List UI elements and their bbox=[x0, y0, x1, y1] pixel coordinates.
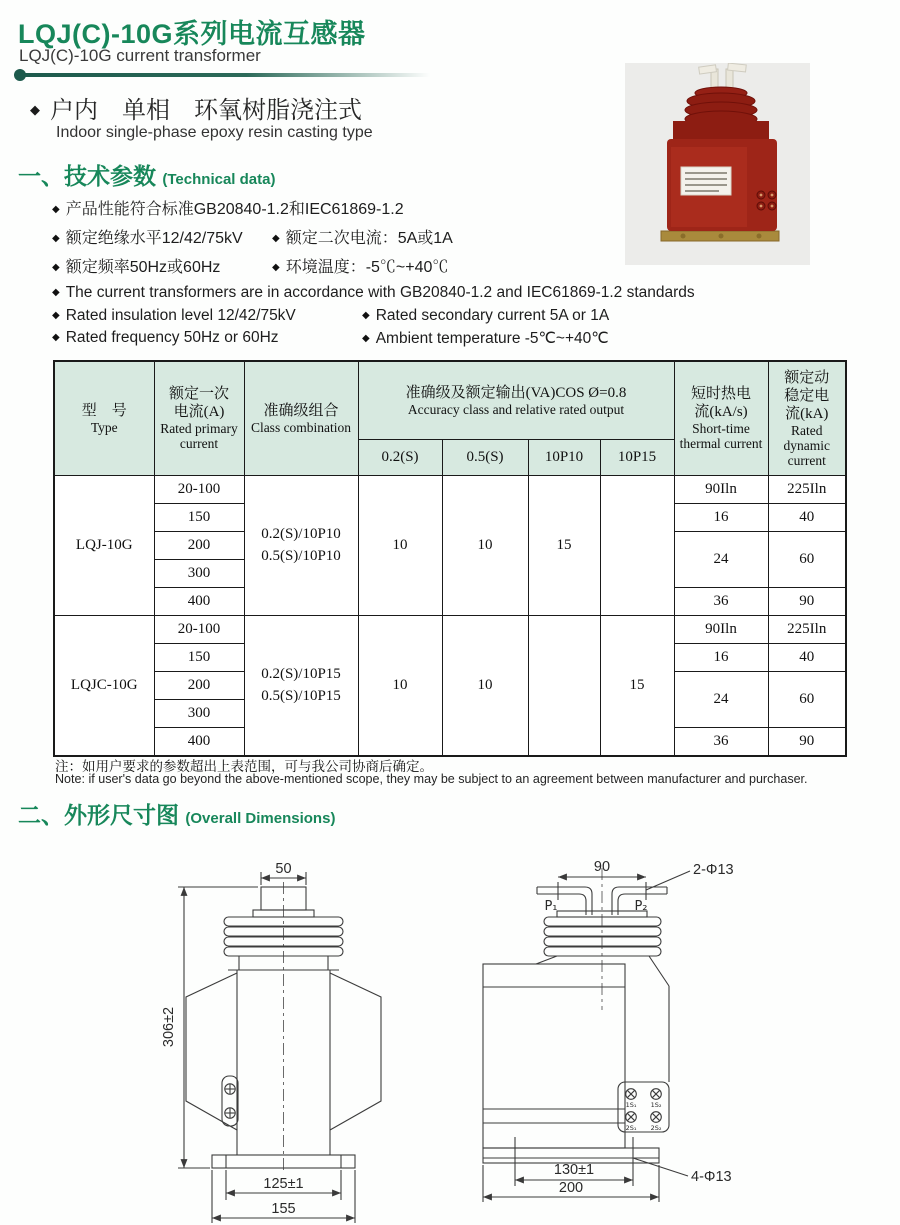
feature-line-en: Indoor single-phase epoxy resin casting type bbox=[56, 124, 373, 141]
subcol-02s: 0.2(S) bbox=[358, 439, 442, 475]
table-cell: 15 bbox=[600, 615, 674, 756]
bullet-frequency-zh: ◆ 额定频率50Hz或60Hz bbox=[52, 259, 221, 276]
left-dim-lines bbox=[178, 872, 355, 1223]
table-cell: 200 bbox=[154, 671, 244, 699]
table-cell: 10 bbox=[442, 475, 528, 615]
section2-heading bbox=[18, 797, 335, 830]
label-p2: P₂ bbox=[634, 899, 648, 914]
col-header-type: 型 号 Type bbox=[54, 361, 154, 475]
table-cell: 24 bbox=[674, 671, 768, 727]
bullet-frequency-en: ◆ Rated frequency 50Hz or 60Hz bbox=[52, 329, 279, 346]
feature-text-zh: 户内 单相 环氧树脂浇注式 bbox=[50, 97, 362, 124]
table-cell bbox=[528, 615, 600, 756]
spec-table bbox=[53, 360, 847, 757]
col-header-dynamic-current: 额定动 稳定电 流(kA) Rated dynamic current bbox=[768, 361, 846, 475]
subcol-10p10: 10P10 bbox=[528, 439, 600, 475]
bullet-insulation-zh: ◆ 额定绝缘水平12/42/75kV bbox=[52, 230, 243, 247]
table-cell: 16 bbox=[674, 503, 768, 531]
dimension-drawings bbox=[0, 840, 900, 1225]
subcol-10p15: 10P15 bbox=[600, 439, 674, 475]
note-zh: 注：如用户要求的参数超出上表范围，可与我公司协商后确定。 bbox=[55, 759, 433, 774]
table-cell: 36 bbox=[674, 727, 768, 756]
model-name-cell: LQJC-10G bbox=[54, 615, 154, 756]
bullet-secondary-zh: ◆ 额定二次电流：5A或1A bbox=[272, 230, 453, 247]
col-header-class-combination: 准确级组合 Class combination bbox=[244, 361, 358, 475]
table-cell: 15 bbox=[528, 475, 600, 615]
right-outline bbox=[483, 887, 669, 1163]
col-header-thermal-current: 短时热电 流(kA/s) Short-time thermal current bbox=[674, 361, 768, 475]
page-title: LQJ(C)-10G系列电流互感器 bbox=[18, 19, 366, 49]
bullet-secondary-en: ◆ Rated secondary current 5A or 1A bbox=[362, 307, 610, 324]
screw-label-1s1: 1S₁ bbox=[625, 1101, 637, 1109]
table-header-row-1 bbox=[54, 361, 846, 439]
table-cell: 90Iln bbox=[674, 475, 768, 503]
table-cell: 16 bbox=[674, 643, 768, 671]
left-drawing bbox=[161, 861, 381, 1223]
section2-title-en: (Overall Dimensions) bbox=[185, 810, 336, 827]
header-rule bbox=[22, 73, 430, 77]
table-cell: 150 bbox=[154, 503, 244, 531]
table-cell: 300 bbox=[154, 559, 244, 587]
table-cell: 300 bbox=[154, 699, 244, 727]
model-name-cell: LQJ-10G bbox=[54, 475, 154, 615]
table-row bbox=[54, 615, 846, 643]
bullet-standard-zh: ◆ 产品性能符合标准GB20840-1.2和IEC61869-1.2 bbox=[52, 201, 404, 218]
subcol-05s: 0.5(S) bbox=[442, 439, 528, 475]
table-cell: 10 bbox=[442, 615, 528, 756]
feature-line bbox=[30, 90, 362, 125]
screw-label-1s2: 1S₂ bbox=[650, 1101, 662, 1109]
table-cell: 225Iln bbox=[768, 475, 846, 503]
dim-terminal-span: 90 bbox=[593, 859, 611, 875]
table-cell: 60 bbox=[768, 671, 846, 727]
section1-title-zh: 一、技术参数 bbox=[18, 163, 156, 189]
col-header-primary-current: 额定一次 电流(A) Rated primary current bbox=[154, 361, 244, 475]
table-cell: 10 bbox=[358, 475, 442, 615]
dim-base-outer: 155 bbox=[271, 1201, 296, 1217]
table-cell: 90Iln bbox=[674, 615, 768, 643]
section2-title-zh: 二、外形尺寸图 bbox=[18, 802, 179, 828]
label-p1: P₁ bbox=[544, 899, 558, 914]
table-cell: 20-100 bbox=[154, 475, 244, 503]
table-cell: 60 bbox=[768, 531, 846, 587]
callout-bottom-holes: 4-Φ13 bbox=[691, 1169, 732, 1185]
table-cell: 40 bbox=[768, 503, 846, 531]
class-combination-cell: 0.2(S)/10P15 0.5(S)/10P15 bbox=[244, 615, 358, 756]
table-cell: 400 bbox=[154, 587, 244, 615]
diamond-icon: ◆ bbox=[30, 102, 40, 117]
section1-title-en: (Technical data) bbox=[162, 171, 276, 188]
table-cell: 90 bbox=[768, 587, 846, 615]
screw-label-2s1: 2S₁ bbox=[625, 1124, 637, 1132]
table-cell: 200 bbox=[154, 531, 244, 559]
table-cell: 150 bbox=[154, 643, 244, 671]
dim-height: 306±2 bbox=[161, 1006, 177, 1048]
table-cell bbox=[600, 475, 674, 615]
bullet-temperature-en: ◆ Ambient temperature -5℃~+40℃ bbox=[362, 330, 609, 347]
table-cell: 24 bbox=[674, 531, 768, 587]
section1-heading bbox=[18, 158, 275, 191]
table-cell: 90 bbox=[768, 727, 846, 756]
class-combination-cell: 0.2(S)/10P10 0.5(S)/10P10 bbox=[244, 475, 358, 615]
table-row bbox=[54, 475, 846, 503]
screw-label-2s2: 2S₂ bbox=[650, 1124, 662, 1132]
page-subtitle: LQJ(C)-10G current transformer bbox=[19, 46, 261, 65]
table-cell: 10 bbox=[358, 615, 442, 756]
table-cell: 225Iln bbox=[768, 615, 846, 643]
model-block-lqjc10g bbox=[54, 615, 846, 756]
callout-top-holes: 2-Φ13 bbox=[693, 862, 734, 878]
model-block-lqj10g bbox=[54, 475, 846, 615]
bullet-insulation-en: ◆ Rated insulation level 12/42/75kV bbox=[52, 307, 296, 324]
dim-base-inner: 130±1 bbox=[553, 1162, 595, 1178]
bullet-standard-en: ◆ The current transformers are in accordance with GB20840-1.2 and IEC61869-1.2 standards bbox=[52, 284, 695, 301]
dim-top-width: 50 bbox=[275, 861, 292, 877]
table-cell: 400 bbox=[154, 727, 244, 756]
dim-base-outer: 200 bbox=[558, 1180, 584, 1196]
right-drawing bbox=[483, 859, 734, 1202]
bullet-temperature-zh: ◆ 环境温度：-5℃~+40℃ bbox=[272, 259, 449, 276]
dim-base-inner: 125±1 bbox=[263, 1176, 304, 1192]
table-cell: 20-100 bbox=[154, 615, 244, 643]
table-cell: 40 bbox=[768, 643, 846, 671]
product-photo bbox=[625, 63, 810, 265]
note-en: Note: if user's data go beyond the above-mentioned scope, they may be subject to an agreement between manufacturer and purchaser. bbox=[55, 771, 808, 786]
col-header-accuracy-group: 准确级及额定输出(VA)COS Ø=0.8 Accuracy class and relative rated output bbox=[358, 361, 674, 439]
table-cell: 36 bbox=[674, 587, 768, 615]
